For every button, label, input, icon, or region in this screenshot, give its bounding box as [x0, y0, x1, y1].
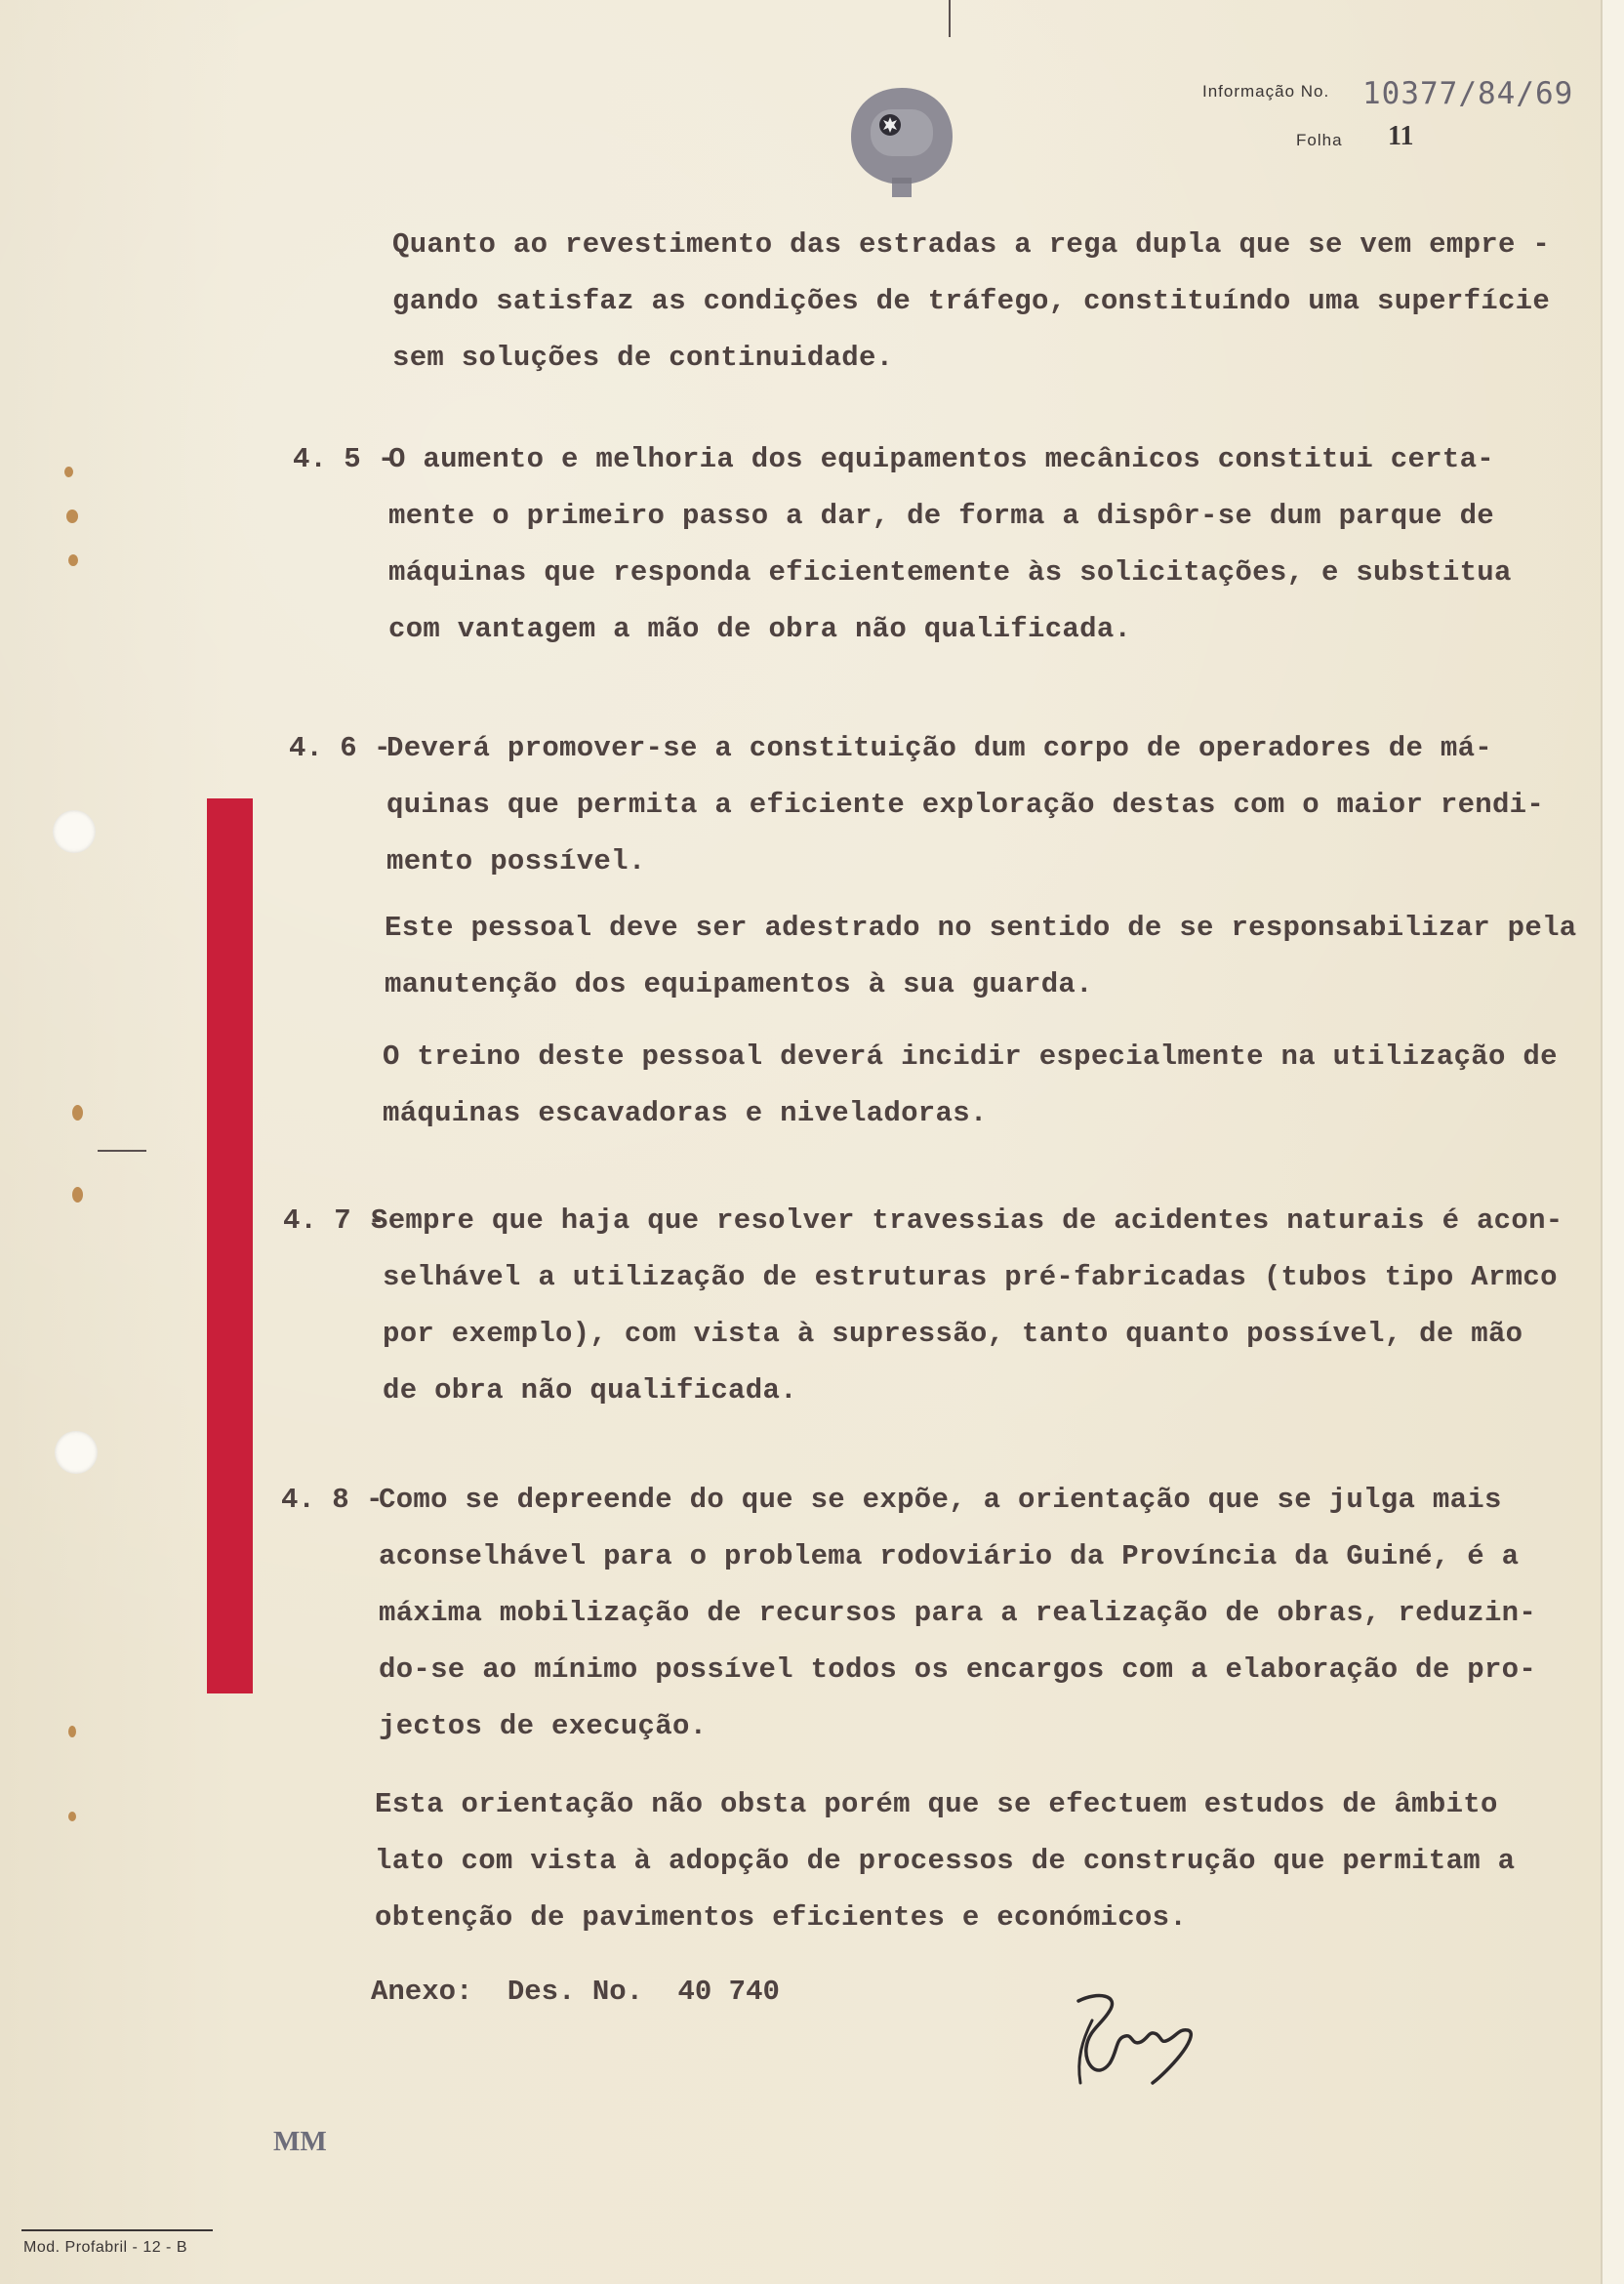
section-4-7-paragraph: [371, 1193, 1563, 1419]
text-line: máquinas que responda eficientemente às solicitações, e substitua: [388, 556, 1512, 589]
punch-hole: [53, 810, 96, 853]
section-4-6-paragraph-3: [383, 1029, 1558, 1142]
rust-mark: [68, 1726, 76, 1737]
typist-initials: MM: [273, 2126, 327, 2157]
footer-rule: [21, 2229, 213, 2231]
text-line: sem soluções de continuidade.: [392, 342, 894, 374]
text-line: mente o primeiro passo a dar, de forma a dispôr-se dum parque de: [388, 500, 1494, 532]
rust-mark: [66, 510, 78, 523]
text-line: Como se depreende do que se expõe, a orientação que se julga mais: [379, 1484, 1502, 1516]
punch-hole: [55, 1431, 98, 1474]
text-line: Este pessoal deve ser adestrado no sentido de se responsabilizar pela: [385, 912, 1577, 944]
text-line: do-se ao mínimo possível todos os encargos com a elaboração de pro-: [379, 1653, 1537, 1686]
section-number: 4. 5 -: [293, 443, 395, 475]
text-line: lato com vista à adopção de processos de construção que permitam a: [375, 1845, 1516, 1877]
text-line: Sempre que haja que resolver travessias de acidentes naturais é acon-: [371, 1204, 1563, 1237]
text-line: gando satisfaz as condições de tráfego, constituíndo uma superfície: [392, 285, 1551, 317]
text-line: Deverá promover-se a constituição dum corpo de operadores de má-: [386, 732, 1492, 764]
text-line: selhável a utilização de estruturas pré-fabricadas (tubos tipo Armco: [383, 1261, 1558, 1293]
signature: [1059, 1981, 1205, 2089]
rust-mark: [68, 554, 78, 566]
rust-mark: [68, 1812, 76, 1821]
red-margin-bar: [207, 798, 253, 1693]
rust-mark: [64, 467, 73, 477]
text-line: obtenção de pavimentos eficientes e económicos.: [375, 1901, 1188, 1934]
text-line: mento possível.: [386, 845, 646, 877]
section-number: 4. 8 -: [281, 1484, 384, 1516]
folha-label: Folha: [1296, 131, 1343, 149]
folha-value: 11: [1388, 121, 1414, 151]
section-4-6-paragraph: [386, 720, 1544, 890]
text-line: aconselhável para o problema rodoviário da Província da Guiné, é a: [379, 1540, 1520, 1572]
form-code: Mod. Profabril - 12 - B: [23, 2239, 187, 2256]
text-line: O treino deste pessoal deverá incidir especialmente na utilização de: [383, 1040, 1558, 1073]
text-line: com vantagem a mão de obra não qualificada.: [388, 613, 1132, 645]
company-logo-icon: [847, 84, 956, 199]
annex-label: Anexo:: [371, 1976, 473, 2008]
left-margin-mark: [98, 1150, 146, 1152]
text-line: por exemplo), com vista à supressão, tanto quanto possível, de mão: [383, 1318, 1523, 1350]
annex-des-number: 40 740: [677, 1976, 780, 2008]
section-4-8-paragraph: [379, 1472, 1536, 1755]
text-line: Quanto ao revestimento das estradas a rega dupla que se vem empre -: [392, 228, 1551, 261]
intro-paragraph: [392, 217, 1550, 387]
section-4-5-paragraph: [388, 431, 1512, 658]
info-label: Informação No.: [1202, 82, 1330, 101]
annex-line: [371, 1976, 797, 2008]
top-tick-mark: [949, 0, 951, 37]
text-line: máxima mobilização de recursos para a realização de obras, reduzin-: [379, 1597, 1537, 1629]
section-4-6-paragraph-2: [385, 900, 1577, 1013]
text-line: manutenção dos equipamentos à sua guarda.: [385, 968, 1093, 1000]
text-line: de obra não qualificada.: [383, 1374, 797, 1407]
section-number: 4. 7 -: [283, 1204, 386, 1237]
section-number: 4. 6 -: [289, 732, 391, 764]
rust-mark: [72, 1187, 83, 1203]
annex-des-label: Des. No.: [507, 1976, 644, 2008]
text-line: jectos de execução.: [379, 1710, 708, 1742]
text-line: O aumento e melhoria dos equipamentos mecânicos constitui certa-: [388, 443, 1494, 475]
page-edge: [1601, 0, 1624, 2284]
rust-mark: [72, 1105, 83, 1121]
info-number: 10377/84/69: [1362, 76, 1574, 111]
text-line: quinas que permita a eficiente exploração destas com o maior rendi-: [386, 789, 1545, 821]
text-line: máquinas escavadoras e niveladoras.: [383, 1097, 988, 1129]
section-4-8-paragraph-2: [375, 1776, 1515, 1946]
text-line: Esta orientação não obsta porém que se efectuem estudos de âmbito: [375, 1788, 1498, 1820]
